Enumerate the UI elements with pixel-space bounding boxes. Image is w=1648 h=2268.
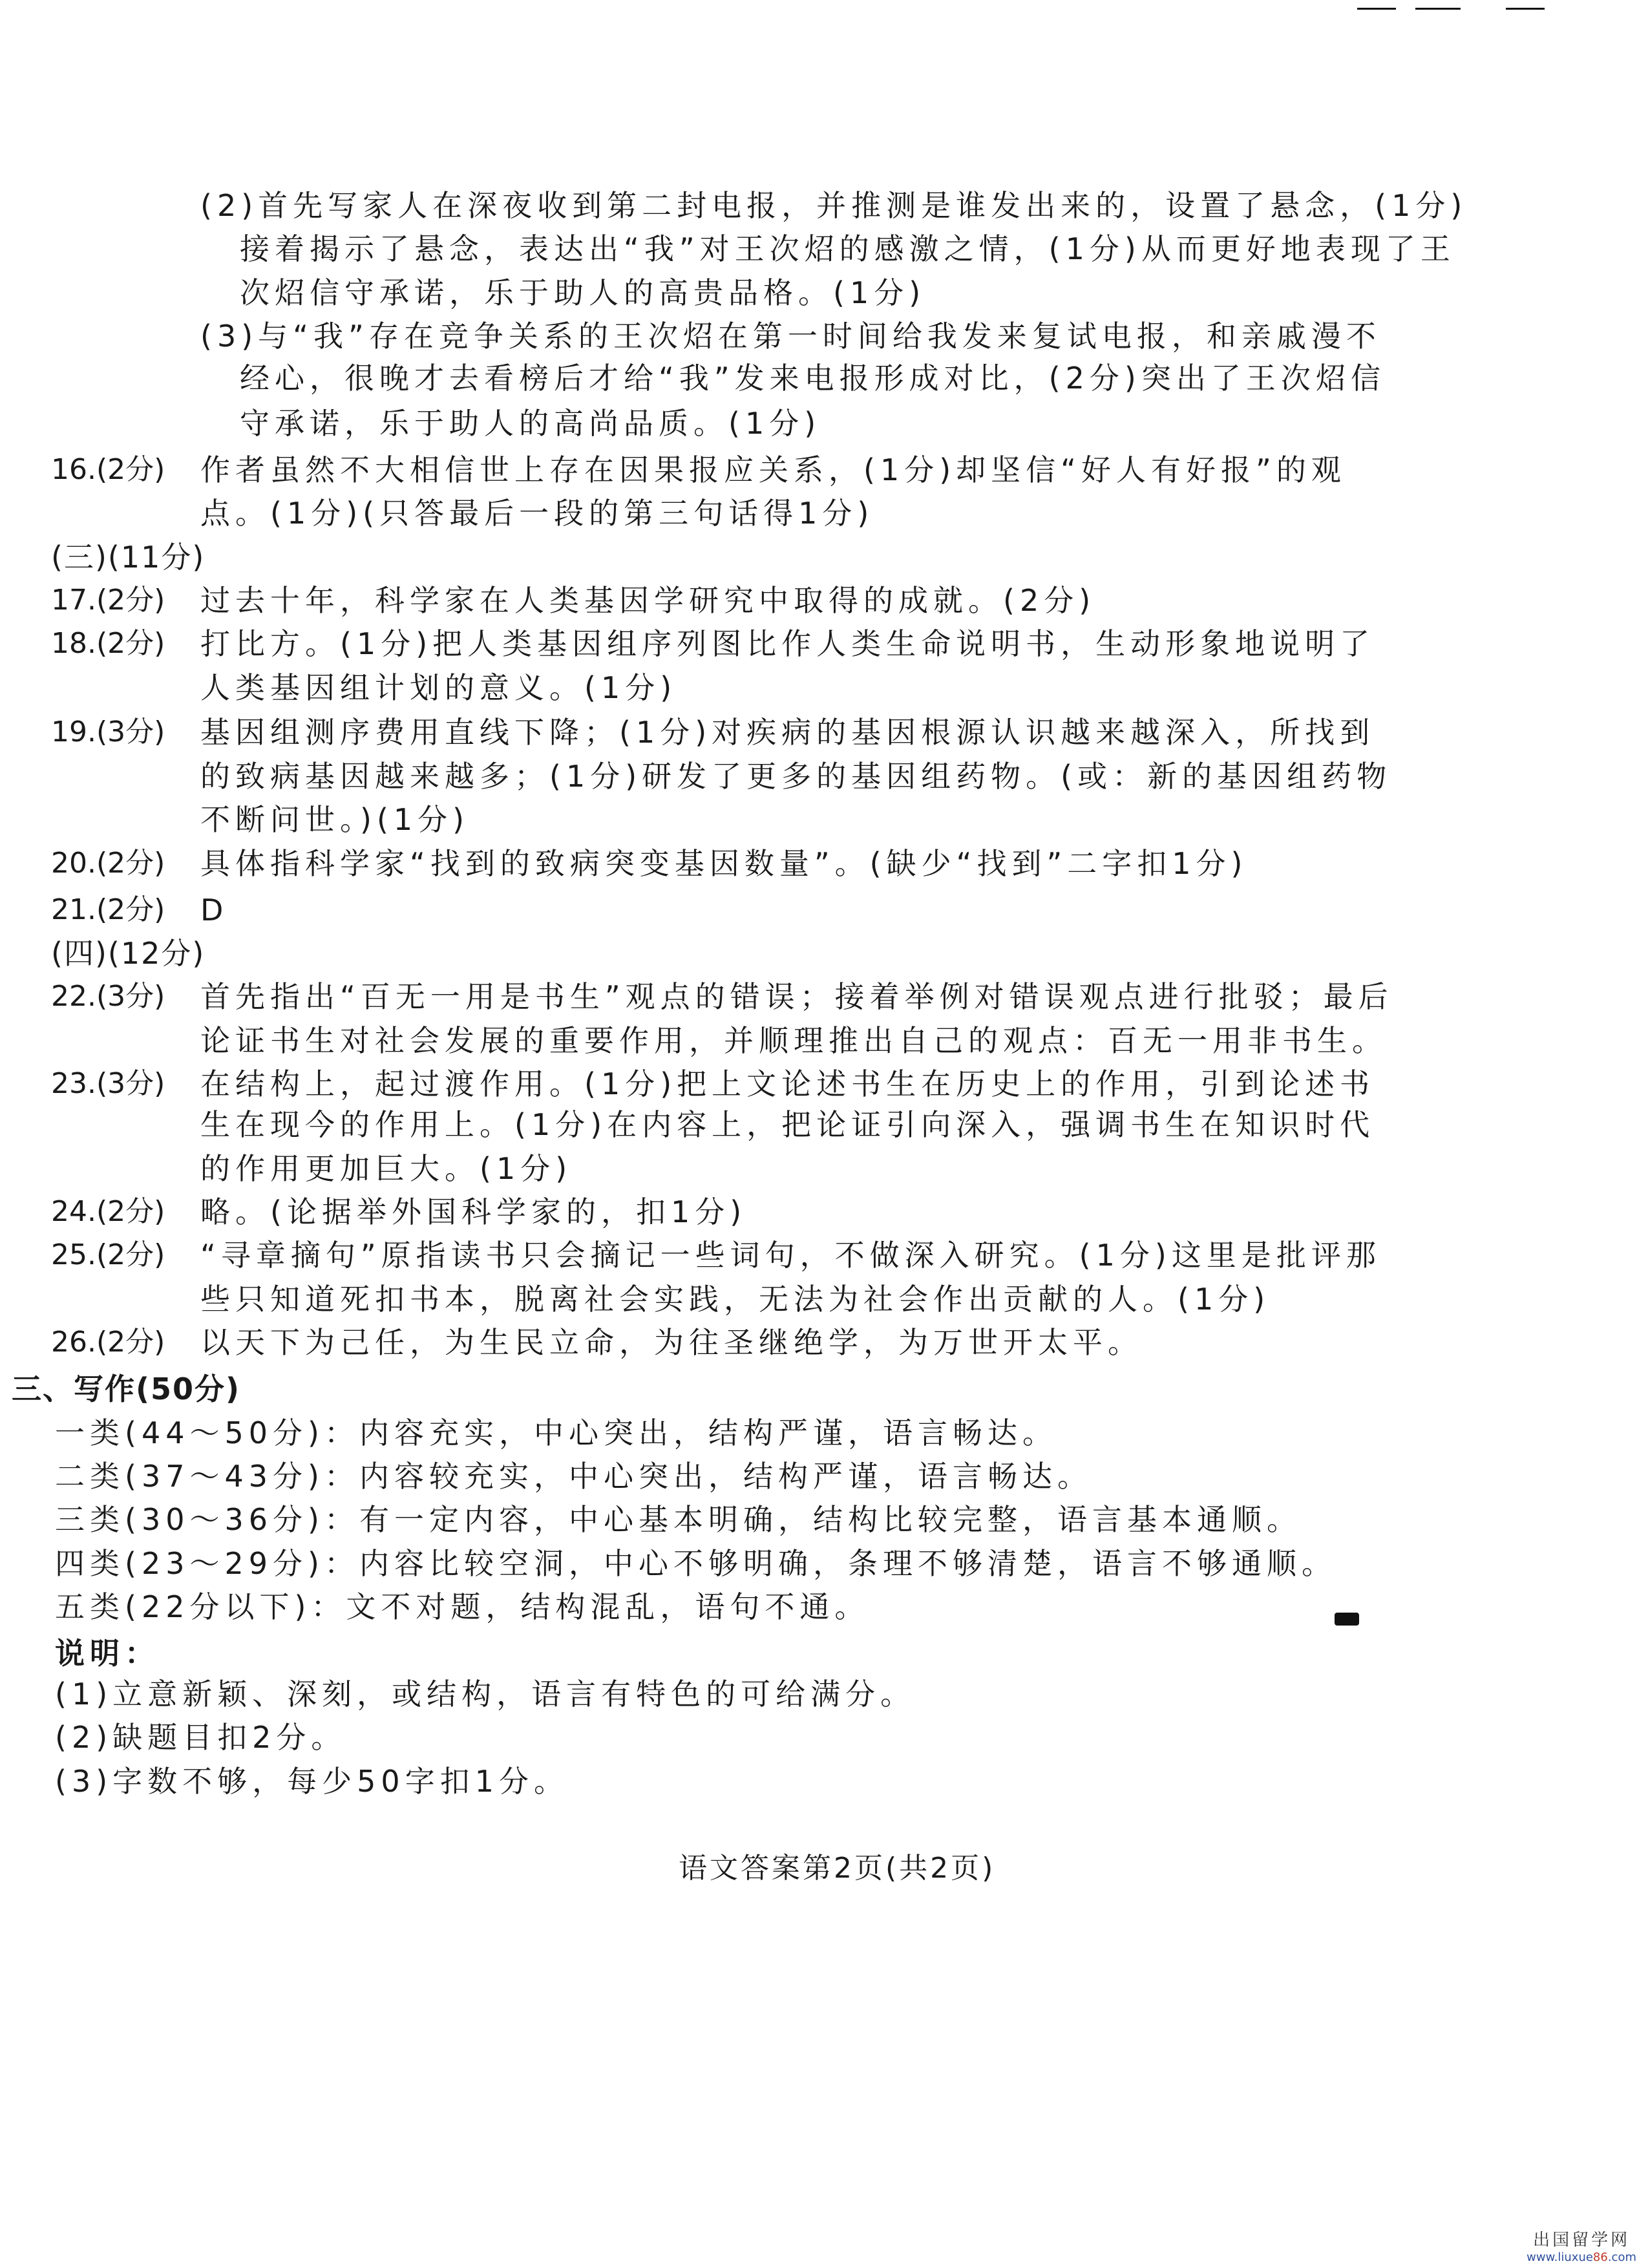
- answer-line: 的致病基因越来越多；(1分)研发了更多的基因组药物。(或：新的基因组药物: [200, 759, 1392, 794]
- item-number: 20.(2分): [51, 847, 165, 880]
- answer-line: 打比方。(1分)把人类基因组序列图比作人类生命说明书，生动形象地说明了: [200, 626, 1375, 661]
- scan-mark: [1335, 1613, 1359, 1626]
- item-number: 25.(2分): [51, 1238, 165, 1271]
- item-number: 16.(2分): [51, 453, 165, 486]
- answer-line: 些只知道死扣书本，脱离社会实践，无法为社会作出贡献的人。(1分): [200, 1282, 1271, 1317]
- q15-p3-line: 经心，很晚才去看榜后才给“我”发来电报形成对比，(2分)突出了王次炤信: [240, 361, 1386, 396]
- answer-line: 生在现今的作用上。(1分)在内容上，把论证引向深入，强调书生在知识时代: [200, 1107, 1375, 1142]
- grade-line: 五类(22分以下)：文不对题，结构混乱，语句不通。: [55, 1589, 870, 1624]
- grade-line: 二类(37～43分)：内容较充实，中心突出，结构严谨，语言畅达。: [55, 1459, 1092, 1494]
- grade-line: 四类(23～29分)：内容比较空洞，中心不够明确，条理不够清楚，语言不够通顺。: [55, 1546, 1336, 1581]
- grade-line: 一类(44～50分)：内容充实，中心突出，结构严谨，语言畅达。: [55, 1415, 1057, 1450]
- answer-line: 以天下为己任，为生民立命，为往圣继绝学，为万世开太平。: [200, 1325, 1143, 1360]
- q15-p2-line: 次炤信守承诺，乐于助人的高贵品格。(1分): [240, 275, 926, 310]
- note-line: (2)缺题目扣2分。: [55, 1720, 346, 1755]
- scan-line: [1415, 8, 1461, 10]
- section-heading-4: (四)(12分): [51, 936, 206, 971]
- answer-line: 具体指科学家“找到的致病突变基因数量”。(缺少“找到”二字扣1分): [200, 846, 1248, 881]
- answer-line: 点。(1分)(只答最后一段的第三句话得1分): [200, 496, 874, 531]
- scan-line: [1506, 8, 1545, 10]
- item-number: 24.(2分): [51, 1195, 165, 1228]
- answer-line: 略。(论据举外国科学家的，扣1分): [200, 1194, 747, 1229]
- section-heading-3: (三)(11分): [51, 540, 206, 575]
- scan-line: [1357, 8, 1396, 10]
- writing-heading: 三、写作(50分): [12, 1372, 241, 1406]
- note-line: (1)立意新颖、深刻，或结构，语言有特色的可给满分。: [55, 1677, 916, 1712]
- q15-p2-line: (2)首先写家人在深夜收到第二封电报，并推测是谁发出来的，设置了悬念，(1分): [200, 188, 1468, 223]
- notes-title: 说明：: [55, 1636, 160, 1671]
- item-number: 23.(3分): [51, 1067, 165, 1100]
- grade-line: 三类(30～36分)：有一定内容，中心基本明确，结构比较完整，语言基本通顺。: [55, 1502, 1302, 1537]
- item-number: 26.(2分): [51, 1326, 165, 1359]
- q15-p2-line: 接着揭示了悬念，表达出“我”对王次炤的感激之情，(1分)从而更好地表现了王: [240, 231, 1455, 266]
- answer-line: 在结构上，起过渡作用。(1分)把上文论述书生在历史上的作用，引到论述书: [200, 1066, 1375, 1101]
- answer-line: 的作用更加巨大。(1分): [200, 1151, 573, 1186]
- answer-line: “寻章摘句”原指读书只会摘记一些词句，不做深入研究。(1分)这里是批评那: [200, 1238, 1381, 1273]
- item-number: 21.(2分): [51, 893, 165, 926]
- watermark-url: www.liuxue86.com: [1527, 2251, 1636, 2264]
- page-footer: 语文答案第2页(共2页): [679, 1852, 996, 1885]
- q15-p3-line: (3)与“我”存在竞争关系的王次炤在第一时间给我发来复试电报，和亲戚漫不: [200, 319, 1381, 354]
- answer-line: 过去十年，科学家在人类基因学研究中取得的成就。(2分): [200, 583, 1096, 618]
- note-line: (3)字数不够，每少50字扣1分。: [55, 1764, 569, 1799]
- watermark-logo: [1527, 2227, 1636, 2264]
- answer-line: 基因组测序费用直线下降；(1分)对疾病的基因根源认识越来越深入，所找到: [200, 715, 1375, 750]
- item-number: 17.(2分): [51, 584, 165, 617]
- watermark-name: 出国留学网: [1533, 2231, 1631, 2250]
- answer-line: D: [200, 893, 229, 927]
- answer-line: 作者虽然不大相信世上存在因果报应关系，(1分)却坚信“好人有好报”的观: [200, 452, 1346, 487]
- answer-line: 人类基因组计划的意义。(1分): [200, 670, 677, 705]
- answer-line: 论证书生对社会发展的重要作用，并顺理推出自己的观点：百无一用非书生。: [200, 1023, 1387, 1058]
- item-number: 18.(2分): [51, 627, 165, 660]
- item-number: 22.(3分): [51, 980, 165, 1013]
- answer-line: 不断问世。)(1分): [200, 802, 470, 837]
- answer-line: 首先指出“百无一用是书生”观点的错误；接着举例对错误观点进行批驳；最后: [200, 979, 1393, 1014]
- q15-p3-line: 守承诺，乐于助人的高尚品质。(1分): [240, 406, 821, 441]
- item-number: 19.(3分): [51, 715, 165, 748]
